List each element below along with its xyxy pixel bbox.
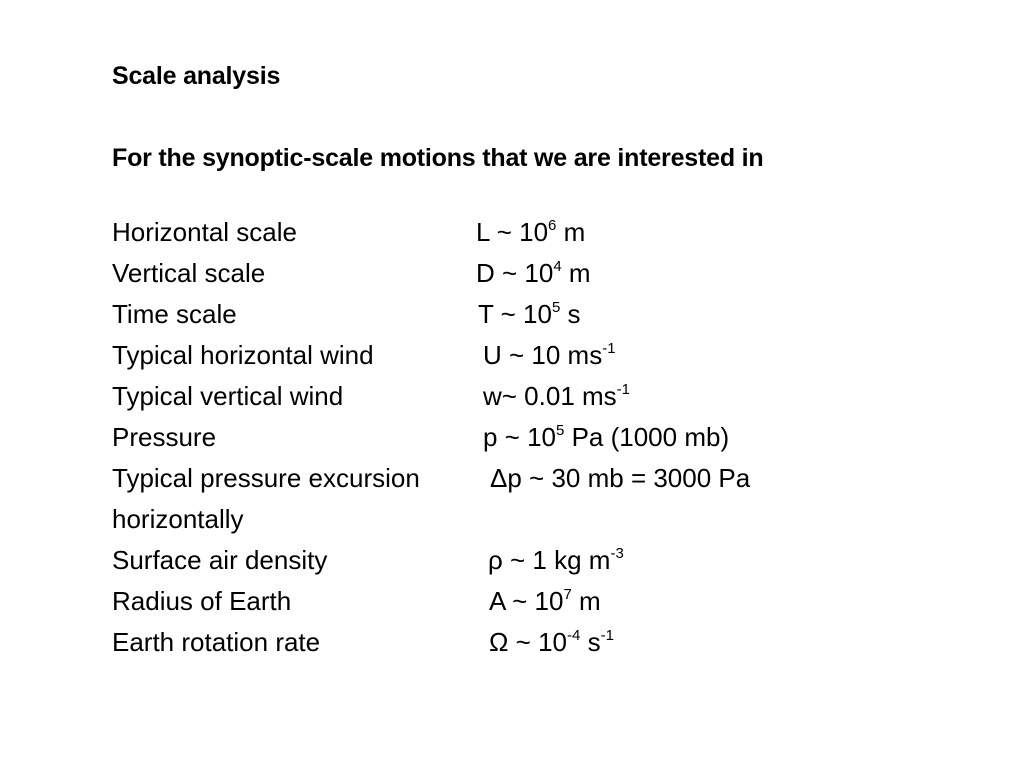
row-value: A ~ $10^7$ m — [489, 586, 601, 616]
row-label: Pressure — [112, 422, 217, 452]
row-value: Ω ~ $10^{-4}$ $s^{-1}$ — [489, 627, 614, 657]
row-value: U ~ 10 $ms^{-1}$ — [483, 340, 616, 370]
row-label: Radius of Earth — [112, 586, 292, 616]
slide-title: Scale analysis — [112, 62, 281, 90]
slide-subtitle: For the synoptic-scale motions that we are interested in — [112, 144, 764, 172]
row-label: Typical pressure excursion — [112, 463, 420, 493]
row-label: Vertical scale — [112, 258, 266, 288]
row-value: D ~ $10^4$ m — [476, 258, 591, 288]
row-label: Time scale — [112, 299, 237, 329]
row-label: Horizontal scale — [112, 217, 297, 247]
row-label: Surface air density — [112, 545, 328, 575]
row-value: p ~ $10^5$ Pa (1000 mb) — [483, 422, 730, 452]
row-label: Earth rotation rate — [112, 627, 321, 657]
row-value: Δp ~ 30 mb = 3000 Pa — [490, 463, 751, 493]
row-value: T ~ $10^5$ s — [478, 299, 581, 329]
row-label: horizontally — [112, 504, 244, 534]
row-value: w~ 0.01 $ms^{-1}$ — [483, 381, 631, 411]
row-label: Typical horizontal wind — [112, 340, 374, 370]
row-label: Typical vertical wind — [112, 381, 344, 411]
row-value: ρ ~ 1 kg $m^{-3}$ — [488, 545, 624, 575]
row-value: L ~ $10^6$ m — [476, 217, 586, 247]
